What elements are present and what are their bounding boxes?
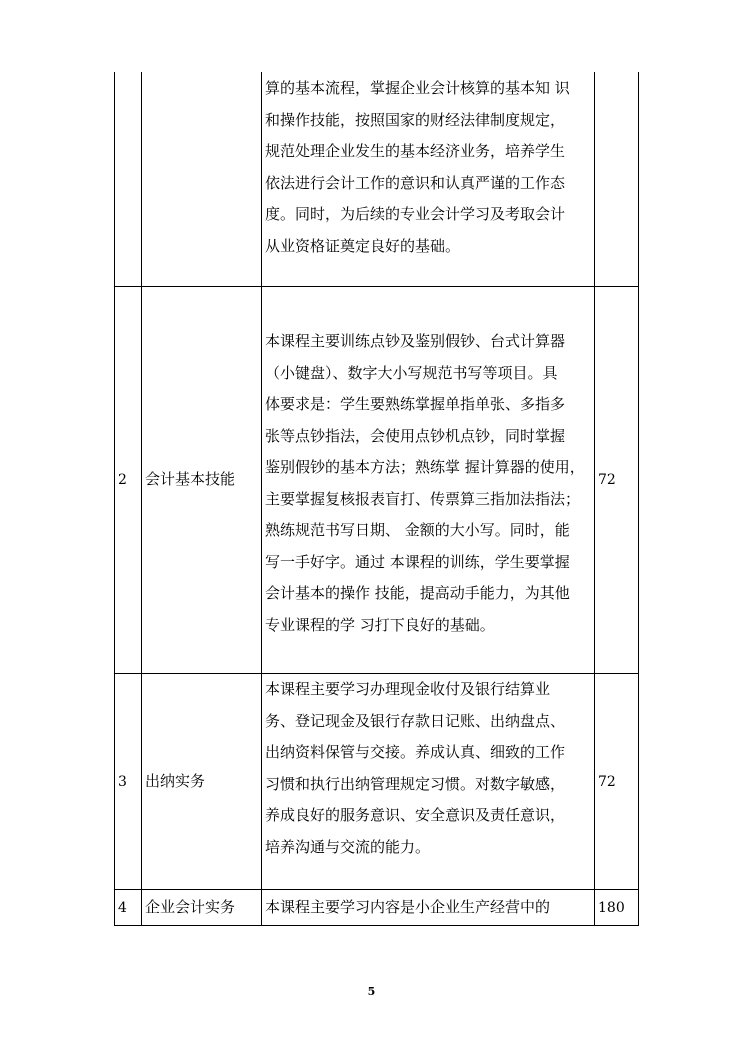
row-number-cell — [115, 287, 142, 673]
row-number: 4 — [118, 899, 127, 916]
description-text — [262, 326, 594, 641]
course-description-cell — [262, 890, 595, 925]
course-name-cell — [142, 72, 262, 286]
hours-value: 180 — [598, 899, 625, 916]
description-line: 算的基本流程，掌握企业会计核算的基本知 识 — [265, 79, 570, 97]
row-number-cell — [115, 674, 142, 889]
hours-value: 72 — [598, 773, 616, 790]
row-number: 3 — [118, 773, 127, 790]
course-name: 出纳实务 — [145, 771, 206, 790]
description-line: 张等点钞指法，会使用点钞机点钞，同时掌握 — [265, 426, 566, 445]
table-row — [114, 674, 639, 890]
table-row — [114, 890, 639, 926]
description-line: 会计基本的操作 技能，提高动手能力，为其他 — [265, 584, 570, 602]
description-line: 专业课程的学 习打下良好的基础。 — [265, 615, 495, 634]
hours-cell — [595, 287, 640, 673]
description-line: （小键盘）、数字大小写规范书写等项目。具 — [265, 363, 558, 382]
description-line: 和操作技能，按照国家的财经法律制度规定， — [265, 110, 566, 129]
course-description-cell — [262, 674, 595, 889]
page-number: 5 — [367, 985, 376, 998]
description-text — [262, 73, 594, 262]
course-name-cell — [142, 287, 262, 673]
description-line: 本课程主要学习内容是小企业生产经营中的 — [265, 897, 551, 916]
course-description-cell — [262, 72, 595, 286]
description-line: 本课程主要学习办理现金收付及银行结算业 — [265, 680, 551, 698]
course-description-cell — [262, 287, 595, 673]
description-line: 度。同时，为后续的专业会计学习及考取会计 — [265, 205, 566, 223]
table-row — [114, 287, 639, 674]
row-number-cell — [115, 890, 142, 925]
hours-cell — [595, 890, 640, 925]
table-row — [114, 72, 639, 287]
description-line: 写一手好字。通过 本课程的训练，学生要掌握 — [265, 552, 570, 571]
course-name: 企业会计实务 — [145, 897, 236, 916]
description-text — [262, 674, 594, 863]
description-line: 养成良好的服务意识、安全意识及责任意识， — [265, 806, 566, 824]
course-name-cell — [142, 890, 262, 925]
hours-cell — [595, 674, 640, 889]
description-line: 熟练规范书写日期、 金额的大小写。同时，能 — [265, 521, 570, 539]
course-name-cell — [142, 674, 262, 889]
description-line: 体要求是：学生要熟练掌握单指单张、多指多 — [265, 395, 566, 413]
description-line: 鉴别假钞的基本方法；熟练掌 握计算器的使用， — [265, 458, 585, 476]
hours-value: 72 — [598, 472, 616, 488]
description-line: 主要掌握复核报表盲打、传票算三指加法指法； — [265, 489, 581, 508]
course-table — [114, 72, 639, 926]
description-line: 依法进行会计工作的意识和认真严谨的工作态 — [265, 173, 566, 192]
description-line: 习惯和执行出纳管理规定习惯。对数字敏感， — [265, 774, 566, 793]
row-number: 2 — [118, 472, 127, 488]
hours-cell — [595, 72, 640, 286]
course-name: 会计基本技能 — [145, 470, 236, 489]
description-line: 出纳资料保管与交接。养成认真、细致的工作 — [265, 743, 566, 761]
description-line: 培养沟通与交流的能力。 — [265, 837, 431, 856]
description-line: 本课程主要训练点钞及鉴别假钞、台式计算器 — [265, 332, 566, 350]
description-line: 从业资格证奠定良好的基础。 — [265, 236, 461, 255]
row-number-cell — [115, 72, 142, 286]
description-line: 规范处理企业发生的基本经济业务，培养学生 — [265, 142, 566, 160]
description-line: 务、登记现金及银行存款日记账、出纳盘点、 — [265, 711, 566, 730]
